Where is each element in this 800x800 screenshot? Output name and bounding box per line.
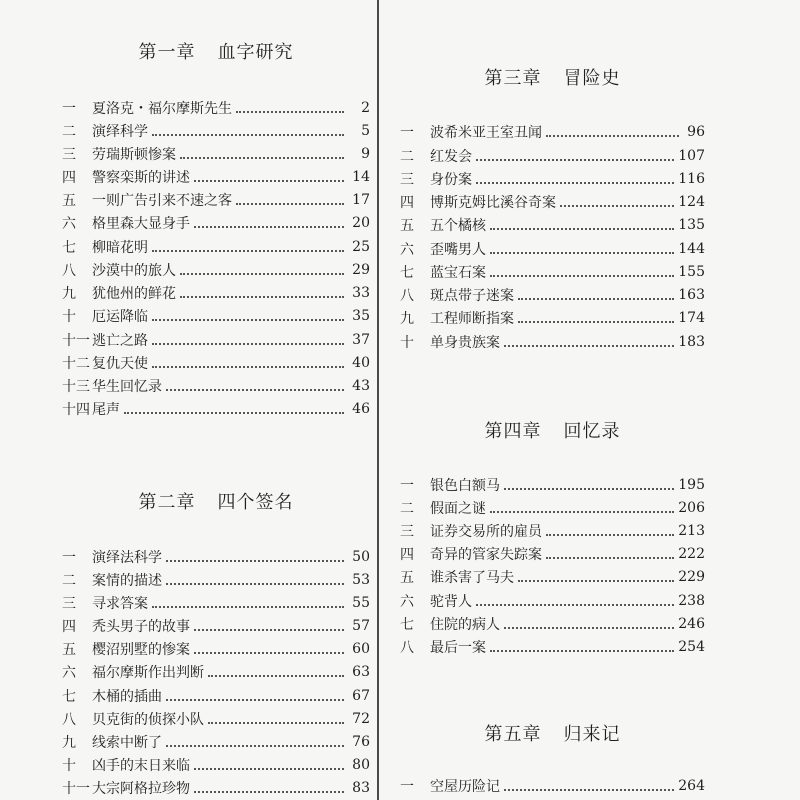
- entry-page: 2: [361, 100, 370, 116]
- dot-leader: [476, 182, 674, 184]
- entry-title: 五个橘核: [430, 218, 486, 234]
- toc-entry[interactable]: [62, 97, 370, 119]
- dot-leader: [546, 557, 674, 559]
- entry-title: 凶手的末日来临: [92, 758, 190, 774]
- toc-entry[interactable]: [62, 212, 370, 234]
- entry-title: 尾声: [92, 402, 120, 418]
- toc-entry[interactable]: [62, 143, 370, 165]
- toc-entry[interactable]: [400, 307, 705, 329]
- entry-index: 九: [62, 286, 76, 302]
- entry-title: 大宗阿格拉珍物: [92, 781, 190, 797]
- left-column: [62, 0, 370, 800]
- dot-leader: [208, 722, 344, 724]
- toc-entry[interactable]: [400, 121, 705, 143]
- entry-index: 三: [400, 172, 414, 188]
- dot-leader: [518, 298, 674, 300]
- entry-index: 七: [400, 265, 414, 281]
- dot-leader: [194, 652, 344, 654]
- entry-page: 63: [352, 664, 370, 680]
- toc-entry[interactable]: [62, 638, 370, 660]
- entry-page: 50: [352, 549, 370, 565]
- dot-leader: [546, 135, 679, 137]
- entry-title: 逃亡之路: [92, 333, 148, 349]
- entry-index: 五: [62, 642, 76, 658]
- chapter-heading: [400, 64, 705, 90]
- entry-title: 线索中断了: [92, 735, 162, 751]
- toc-entry[interactable]: [400, 613, 705, 635]
- entry-index: 一: [400, 478, 414, 494]
- toc-entry[interactable]: [62, 282, 370, 304]
- dot-leader: [180, 157, 344, 159]
- entry-page: 40: [352, 355, 370, 371]
- entry-page: 5: [361, 123, 370, 139]
- chapter-title: 归来记: [563, 724, 621, 745]
- entry-page: 9: [361, 146, 370, 162]
- toc-entry[interactable]: [400, 474, 705, 496]
- toc-entry[interactable]: [400, 520, 705, 542]
- chapter-number: 第一章: [138, 42, 196, 63]
- entry-title: 厄运降临: [92, 309, 148, 325]
- toc-entry[interactable]: [400, 214, 705, 236]
- entry-page: 14: [352, 169, 370, 185]
- toc-entry[interactable]: [400, 191, 705, 213]
- dot-leader: [490, 252, 674, 254]
- toc-entry[interactable]: [62, 120, 370, 142]
- entry-title: 木桶的插曲: [92, 689, 162, 705]
- entry-index: 三: [62, 596, 76, 612]
- entry-index: 二: [400, 149, 414, 165]
- toc-entry[interactable]: [400, 590, 705, 612]
- entry-index: 七: [400, 617, 414, 633]
- entry-title: 案情的描述: [92, 573, 162, 589]
- entry-title: 警察栾斯的讲述: [92, 170, 190, 186]
- entry-page: 107: [678, 148, 705, 164]
- entry-page: 29: [352, 262, 370, 278]
- dot-leader: [476, 604, 674, 606]
- entry-title: 蓝宝石案: [430, 265, 486, 281]
- entry-index: 七: [62, 689, 76, 705]
- dot-leader: [504, 627, 674, 629]
- entry-index: 二: [62, 124, 76, 140]
- toc-entry[interactable]: [400, 636, 705, 658]
- toc-entry[interactable]: [62, 731, 370, 753]
- chapter-heading: [62, 488, 370, 514]
- entry-index: 十: [62, 758, 76, 774]
- entry-index: 五: [400, 218, 414, 234]
- entry-page: 206: [678, 500, 705, 516]
- entry-title: 柳暗花明: [92, 240, 148, 256]
- entry-title: 奇异的管家失踪案: [430, 547, 542, 563]
- entry-page: 254: [678, 639, 705, 655]
- entry-title: 最后一案: [430, 640, 486, 656]
- entry-index: 八: [400, 640, 414, 656]
- dot-leader: [504, 488, 674, 490]
- entry-title: 工程师断指案: [430, 311, 514, 327]
- chapter-number: 第五章: [484, 724, 542, 745]
- dot-leader: [194, 226, 344, 228]
- entry-page: 238: [678, 593, 705, 609]
- entry-index: 五: [62, 193, 76, 209]
- entry-index: 六: [400, 594, 414, 610]
- entry-index: 四: [400, 547, 414, 563]
- chapter-title: 四个签名: [217, 492, 294, 513]
- toc-entry[interactable]: [62, 352, 370, 374]
- toc-entry[interactable]: [62, 305, 370, 327]
- entry-page: 55: [352, 595, 370, 611]
- toc-entry[interactable]: [62, 615, 370, 637]
- entry-page: 25: [352, 239, 370, 255]
- entry-title: 空屋历险记: [430, 779, 500, 795]
- entry-page: 96: [687, 124, 705, 140]
- dot-leader: [236, 203, 344, 205]
- entry-title: 樱沼别墅的惨案: [92, 642, 190, 658]
- entry-index: 十二: [62, 356, 90, 372]
- entry-title: 犹他州的鲜花: [92, 286, 176, 302]
- dot-leader: [194, 791, 344, 793]
- dot-leader: [518, 580, 674, 582]
- entry-title: 秃头男子的故事: [92, 619, 190, 635]
- entry-title: 歪嘴男人: [430, 242, 486, 258]
- entry-index: 十: [62, 309, 76, 325]
- chapter-number: 第三章: [484, 68, 542, 89]
- entry-page: 35: [352, 308, 370, 324]
- entry-title: 复仇天使: [92, 356, 148, 372]
- entry-title: 华生回忆录: [92, 379, 162, 395]
- entry-page: 163: [678, 287, 705, 303]
- entry-page: 135: [678, 217, 705, 233]
- toc-entry[interactable]: [400, 497, 705, 519]
- toc-entry[interactable]: [400, 261, 705, 283]
- entry-index: 十: [400, 335, 414, 351]
- chapter-number: 第二章: [138, 492, 196, 513]
- entry-index: 一: [62, 101, 76, 117]
- entry-index: 四: [62, 170, 76, 186]
- chapter-heading: [400, 720, 705, 746]
- entry-index: 一: [62, 550, 76, 566]
- entry-page: 17: [352, 192, 370, 208]
- entry-page: 33: [352, 285, 370, 301]
- entry-title: 格里森大显身手: [92, 216, 190, 232]
- dot-leader: [518, 321, 674, 323]
- dot-leader: [236, 111, 344, 113]
- entry-page: 67: [352, 688, 370, 704]
- entry-page: 155: [678, 264, 705, 280]
- dot-leader: [504, 789, 674, 791]
- entry-title: 劳瑞斯顿惨案: [92, 147, 176, 163]
- entry-title: 寻求答案: [92, 596, 148, 612]
- entry-index: 七: [62, 240, 76, 256]
- dot-leader: [180, 273, 344, 275]
- dot-leader: [504, 345, 674, 347]
- entry-title: 夏洛克・福尔摩斯先生: [92, 101, 232, 117]
- entry-index: 八: [62, 263, 76, 279]
- toc-entry[interactable]: [62, 259, 370, 281]
- entry-index: 二: [400, 501, 414, 517]
- dot-leader: [152, 319, 344, 321]
- toc-entry[interactable]: [62, 166, 370, 188]
- toc-entry[interactable]: [62, 546, 370, 568]
- entry-title: 谁杀害了马夫: [430, 570, 514, 586]
- entry-index: 八: [400, 288, 414, 304]
- entry-page: 144: [678, 241, 705, 257]
- dot-leader: [546, 534, 674, 536]
- entry-page: 80: [352, 757, 370, 773]
- entry-page: 174: [678, 310, 705, 326]
- entry-title: 沙漠中的旅人: [92, 263, 176, 279]
- dot-leader: [152, 366, 344, 368]
- entry-page: 57: [352, 618, 370, 634]
- toc-entry[interactable]: [400, 331, 705, 353]
- dot-leader: [490, 650, 674, 652]
- entry-index: 一: [400, 125, 414, 141]
- toc-entry[interactable]: [62, 569, 370, 591]
- entry-index: 十一: [62, 781, 90, 797]
- toc-entry[interactable]: [400, 168, 705, 190]
- dot-leader: [476, 159, 674, 161]
- entry-page: 222: [678, 546, 705, 562]
- entry-title: 单身贵族案: [430, 335, 500, 351]
- toc-entry[interactable]: [400, 145, 705, 167]
- toc-entry[interactable]: [62, 685, 370, 707]
- toc-entry[interactable]: [62, 592, 370, 614]
- toc-entry[interactable]: [400, 566, 705, 588]
- entry-index: 五: [400, 570, 414, 586]
- entry-title: 斑点带子迷案: [430, 288, 514, 304]
- dot-leader: [166, 389, 344, 391]
- toc-entry[interactable]: [62, 398, 370, 420]
- entry-page: 213: [678, 523, 705, 539]
- entry-index: 九: [62, 735, 76, 751]
- toc-entry[interactable]: [62, 661, 370, 683]
- entry-index: 四: [62, 619, 76, 635]
- entry-title: 住院的病人: [430, 617, 500, 633]
- dot-leader: [490, 228, 674, 230]
- chapter-number: 第四章: [484, 421, 542, 442]
- dot-leader: [194, 768, 344, 770]
- entry-index: 九: [400, 311, 414, 327]
- entry-title: 博斯克姆比溪谷奇案: [430, 195, 556, 211]
- chapter-title: 回忆录: [563, 421, 621, 442]
- entry-page: 195: [678, 477, 705, 493]
- entry-index: 三: [62, 147, 76, 163]
- entry-title: 福尔摩斯作出判断: [92, 665, 204, 681]
- entry-page: 46: [352, 401, 370, 417]
- dot-leader: [124, 412, 344, 414]
- entry-title: 演绎法科学: [92, 550, 162, 566]
- entry-title: 假面之谜: [430, 501, 486, 517]
- chapter-heading: [400, 417, 705, 443]
- entry-page: 43: [352, 378, 370, 394]
- dot-leader: [194, 180, 344, 182]
- entry-title: 证券交易所的雇员: [430, 524, 542, 540]
- dot-leader: [166, 583, 344, 585]
- entry-page: 83: [352, 780, 370, 796]
- dot-leader: [490, 511, 674, 513]
- dot-leader: [166, 699, 344, 701]
- entry-title: 驼背人: [430, 594, 472, 610]
- column-divider: [377, 0, 379, 800]
- toc-entry[interactable]: [62, 708, 370, 730]
- dot-leader: [208, 675, 344, 677]
- entry-page: 264: [678, 778, 705, 794]
- entry-page: 37: [352, 332, 370, 348]
- toc-entry[interactable]: [62, 375, 370, 397]
- dot-leader: [152, 343, 344, 345]
- dot-leader: [194, 629, 344, 631]
- right-column: [400, 0, 705, 800]
- dot-leader: [152, 250, 344, 252]
- toc-entry[interactable]: [400, 284, 705, 306]
- entry-index: 十三: [62, 379, 90, 395]
- entry-page: 76: [352, 734, 370, 750]
- entry-page: 20: [352, 215, 370, 231]
- dot-leader: [166, 560, 344, 562]
- entry-page: 53: [352, 572, 370, 588]
- entry-index: 八: [62, 712, 76, 728]
- dot-leader: [152, 606, 344, 608]
- dot-leader: [490, 275, 674, 277]
- entry-page: 116: [678, 171, 705, 187]
- entry-page: 124: [678, 194, 705, 210]
- entry-title: 红发会: [430, 149, 472, 165]
- chapter-title: 冒险史: [563, 68, 621, 89]
- dot-leader: [560, 205, 674, 207]
- entry-page: 60: [352, 641, 370, 657]
- entry-title: 波希米亚王室丑闻: [430, 125, 542, 141]
- entry-page: 183: [678, 334, 705, 350]
- entry-page: 229: [678, 569, 705, 585]
- entry-index: 四: [400, 195, 414, 211]
- toc-entry[interactable]: [400, 543, 705, 565]
- dot-leader: [152, 134, 344, 136]
- dot-leader: [166, 745, 344, 747]
- dot-leader: [180, 296, 344, 298]
- toc-entry[interactable]: [62, 754, 370, 776]
- entry-page: 246: [678, 616, 705, 632]
- chapter-title: 血字研究: [217, 42, 294, 63]
- entry-title: 身份案: [430, 172, 472, 188]
- entry-index: 一: [400, 779, 414, 795]
- toc-entry[interactable]: [400, 238, 705, 260]
- entry-index: 六: [62, 216, 76, 232]
- entry-index: 二: [62, 573, 76, 589]
- entry-index: 十一: [62, 333, 90, 349]
- toc-entry[interactable]: [400, 775, 705, 797]
- entry-index: 十四: [62, 402, 90, 418]
- toc-entry[interactable]: [62, 777, 370, 799]
- entry-index: 六: [400, 242, 414, 258]
- entry-index: 六: [62, 665, 76, 681]
- entry-title: 演绎科学: [92, 124, 148, 140]
- toc-entry[interactable]: [62, 189, 370, 211]
- toc-entry[interactable]: [62, 236, 370, 258]
- entry-title: 一则广告引来不速之客: [92, 193, 232, 209]
- entry-title: 银色白额马: [430, 478, 500, 494]
- entry-title: 贝克街的侦探小队: [92, 712, 204, 728]
- entry-index: 三: [400, 524, 414, 540]
- entry-page: 72: [352, 711, 370, 727]
- chapter-heading: [62, 38, 370, 64]
- toc-entry[interactable]: [62, 329, 370, 351]
